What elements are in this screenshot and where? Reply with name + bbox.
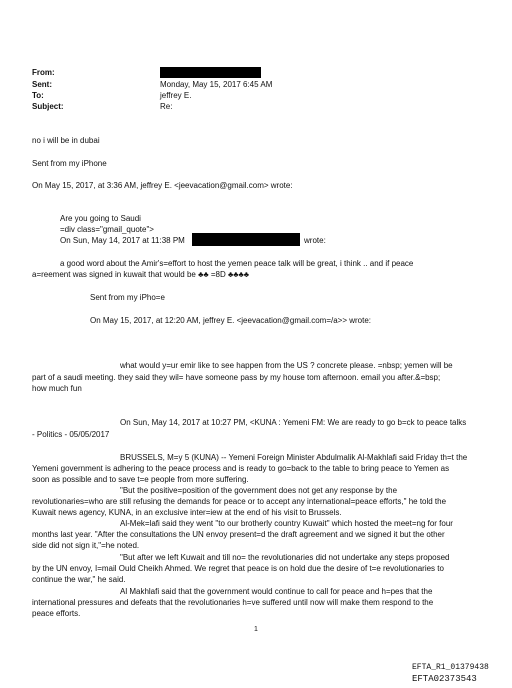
reply-text: no i will be in dubai: [32, 136, 100, 145]
article-p4-l1: "But after we left Kuwait and till no= the revolutionaries did not undertake any steps proposed: [120, 553, 450, 562]
signature-1: Sent from my iPhone: [32, 159, 107, 168]
bates-number-1: EFTA_R1_01379438: [412, 663, 489, 672]
signature-2: Sent from my iPho=e: [90, 293, 165, 302]
sent-value: Monday, May 15, 2017 6:45 AM: [160, 80, 273, 89]
quote1-line3-start: On Sun, May 14, 2017 at 11:38 PM: [60, 236, 185, 245]
article-p4-l3: continue the war," he said.: [32, 575, 126, 584]
from-redaction: [160, 67, 261, 78]
article-p4-l2: by the UN envoy, I=mail Ould Cheikh Ahmed. We regret that peace is on hold due the desire of t=e revolutionaries to: [32, 564, 444, 573]
quote2-line2-tail: =8D: [210, 270, 226, 279]
quote3-line3: how much fun: [32, 384, 82, 393]
article-p5-l1: Al Makhlafi said that the government would continue to call for peace and h=pes that the: [120, 587, 433, 596]
club-emoji-icon: ♣♣: [198, 270, 209, 279]
quote2-line2-text: a=reement was signed in kuwait that would be: [32, 270, 196, 279]
subject-label: Subject:: [32, 102, 64, 111]
quote-intro-2: On May 15, 2017, at 12:20 AM, jeffrey E. <jeevacation@gmail.com=/a>> wrote:: [90, 316, 372, 325]
quote2-line1: a good word about the Amir's=effort to host the yemen peace talk will be great, i think .. and if peace: [60, 259, 414, 268]
club-emoji-icon: ♣♣♣♣: [227, 270, 249, 279]
quote1-line2: =div class="gmail_quote">: [60, 225, 154, 234]
article-p3-l1: Al-Mek=lafi said they went "to our brotherly country Kuwait" which hosted the meet=ng for four: [120, 519, 453, 528]
subject-value: Re:: [160, 102, 173, 111]
article-p5-l3: peace efforts.: [32, 609, 81, 618]
quote4-line2: - Politics - 05/05/2017: [32, 430, 110, 439]
quote2-line2: [32, 270, 249, 280]
bates-number-2: EFTA02373543: [412, 674, 477, 684]
article-p5-l2: international pressures and defeats that the revolutionaries h=ve suffered until now will make them respond to the: [32, 598, 434, 607]
article-p2-l3: Kuwait news agency, KUNA, in an exclusive inter=iew at the end of his visit to Brussels.: [32, 508, 342, 517]
quote3-line2: part of a saudi meeting. they said they wil= have someone pass by my house tom afternoon. email you after.&=bsp;: [32, 373, 441, 382]
sent-label: Sent:: [32, 80, 52, 89]
quote4-line1: On Sun, May 14, 2017 at 10:27 PM, <KUNA : Yemeni FM: We are ready to go b=ck to peace talks: [120, 418, 467, 427]
article-p3-l3: side did not sign it,"=he noted.: [32, 541, 140, 550]
to-value: jeffrey E.: [160, 91, 192, 100]
article-p2-l1: "But the positive=position of the government does not get any response by the: [120, 486, 398, 495]
article-p3-l2: months last year. "After the consultations the UN envoy present=d the draft agreement and we signed it but the other: [32, 530, 445, 539]
quote1-line3-end: wrote:: [304, 236, 326, 245]
article-p1-l3: soon as possible and to save t=e people from more suffering.: [32, 475, 249, 484]
from-label: From:: [32, 68, 55, 77]
page-number: 1: [254, 626, 258, 633]
article-p1-l1: BRUSSELS, M=y 5 (KUNA) -- Yemeni Foreign Minister Abdulmalik Al-Makhlafi said Friday th=t the: [120, 453, 468, 462]
quote1-redaction: [192, 233, 300, 246]
quote-intro-1: On May 15, 2017, at 3:36 AM, jeffrey E. <jeevacation@gmail.com> wrote:: [32, 181, 293, 190]
article-p1-l2: Yemeni government is adhering to the peace process and is ready to go=back to the table to bring peace to Yemen as: [32, 464, 450, 473]
to-label: To:: [32, 91, 44, 100]
quote1-line1: Are you going to Saudi: [60, 214, 141, 223]
quote3-line1: what would y=ur emir like to see happen from the US ? concrete please. =nbsp; yemen will be: [120, 361, 453, 370]
article-p2-l2: revolutionaries=who are still refusing the demands for peace or to accept any international=peace efforts," he told the: [32, 497, 447, 506]
